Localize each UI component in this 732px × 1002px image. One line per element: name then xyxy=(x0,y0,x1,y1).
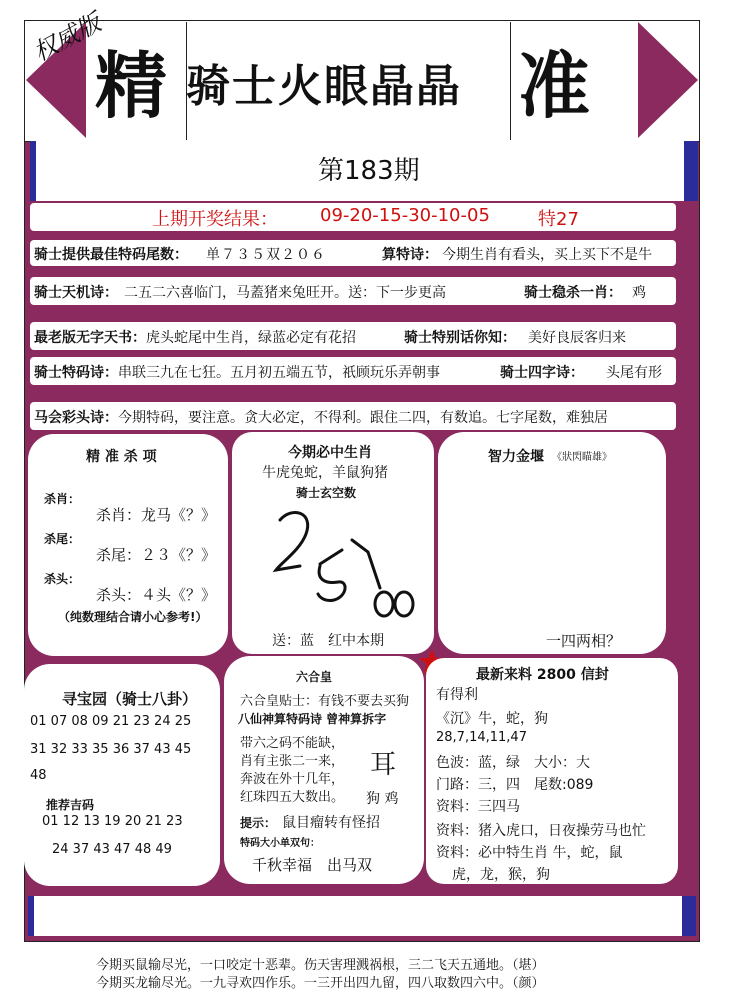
kill-head-label: 杀头： xyxy=(44,572,81,586)
size-phrase-label: 特码大小单双句： xyxy=(240,838,320,849)
hint-label: 提示： xyxy=(240,816,277,830)
special-word-label: 骑士特别话你知： xyxy=(404,330,516,346)
treasure-nums-3: 48 xyxy=(30,768,47,783)
latest-line-7: 资料：猪入虎口，日夜操劳马也忙 xyxy=(436,823,646,839)
baxian-line-1: 带六之码不能缺， xyxy=(240,736,345,751)
last-result-row xyxy=(30,203,676,231)
kill-zodiac-value: 杀肖：龙马《？》 xyxy=(96,506,217,524)
baxian-line-3: 奔波在外十几年， xyxy=(240,772,345,787)
special-word-value: 美好良辰客归来 xyxy=(528,330,626,346)
last-result-numbers: 09-20-15-30-10-05 xyxy=(320,205,490,226)
treasure-nums-2: 31 32 33 35 36 37 43 45 xyxy=(30,742,192,757)
info-row-tema xyxy=(30,357,676,385)
baxian-poem-title: 八仙神算特码诗 曾神算拆字 xyxy=(238,712,387,726)
four-char-value: 头尾有形 xyxy=(606,365,662,381)
recommend-nums-1: 01 12 13 19 20 21 23 xyxy=(42,814,183,829)
tianji-value: 二五二六喜临门，马蓋猪来兔旺开。送：下一步更高 xyxy=(124,285,446,301)
iq-panel xyxy=(438,432,666,654)
split-character: 耳 xyxy=(370,750,397,780)
must-send: 送：蓝 红中本期 xyxy=(272,633,384,649)
liuhe-animals: 狗 鸡 xyxy=(366,791,399,807)
tail-value: 单７３５双２０６ xyxy=(206,247,326,263)
tema-poem-label: 骑士特码诗： xyxy=(34,365,118,381)
latest-line-3: 28,7,14,11,47 xyxy=(436,730,527,745)
info-row-tianshu xyxy=(30,322,676,350)
tianshu-value: 虎头蛇尾中生肖，绿蓝必定有花招 xyxy=(146,330,356,346)
tema-poem-value: 串联三九在七狂。五月初五端五节，祇顾玩乐弄朝事 xyxy=(118,365,440,381)
header-right-triangle xyxy=(638,22,698,138)
kill-tail-label: 杀尾： xyxy=(44,532,81,546)
issue-number: 第183期 xyxy=(318,156,420,186)
must-title: 今期必中生肖 xyxy=(288,445,372,461)
special-poem-label: 算特诗： xyxy=(382,247,438,263)
treasure-title: 寻宝园（骑士八卦） xyxy=(62,690,198,708)
last-result-label: 上期开奖结果： xyxy=(152,209,278,230)
tianji-label: 骑士天机诗： xyxy=(34,285,118,301)
caitou-value: 今期特码，要注意。贪大必定，不得利。跟住二四，有数追。七字尾数，难独居 xyxy=(118,410,608,426)
edition-badge: 权威版 xyxy=(28,8,106,67)
tianshu-label: 最老版无字天书： xyxy=(34,330,146,346)
must-sub: 骑士玄空数 xyxy=(296,486,357,500)
kill-one-label: 骑士稳杀一肖： xyxy=(524,285,622,301)
kill-one-value: 鸡 xyxy=(632,285,646,301)
hint-value: 鼠目瘤转有怪招 xyxy=(282,815,380,831)
latest-line-4: 色波：蓝，绿 大小：大 xyxy=(436,755,590,771)
header-divider-right xyxy=(510,22,511,140)
iq-subtitle: 《狀閃瞄雄》 xyxy=(552,452,612,463)
recommend-title: 推荐吉码 xyxy=(46,798,95,812)
tail-label: 骑士提供最佳特码尾数： xyxy=(34,247,188,263)
kill-zodiac-label: 杀肖： xyxy=(44,492,81,506)
last-result-special: 特27 xyxy=(538,209,579,230)
latest-line-2: 《沉》牛，蛇，狗 xyxy=(436,711,548,727)
special-poem-value: 今期生肖有看头，买上买下不是牛 xyxy=(442,247,652,263)
latest-line-9: 虎，龙，猴，狗 xyxy=(452,867,550,883)
footer-line-2: 今期买龙输尽光。一九寻欢四作乐。一三开出四九留，四八取数四六中。（颜） xyxy=(96,976,545,991)
info-row-tail xyxy=(30,240,676,266)
caitou-label: 马会彩头诗： xyxy=(34,410,118,426)
kill-title: 精 准 杀 项 xyxy=(86,449,157,465)
latest-title: 最新来料 2800 信封 xyxy=(476,667,609,683)
baxian-line-2: 肖有主张二一来， xyxy=(240,754,345,769)
latest-line-6: 资料：三四马 xyxy=(436,799,520,815)
latest-line-1: 有得利 xyxy=(436,687,478,703)
handwritten-number-drawing xyxy=(256,500,432,630)
info-row-tianji xyxy=(30,277,676,305)
latest-line-8: 资料：必中特生肖 牛，蛇，鼠 xyxy=(436,845,623,861)
latest-line-5: 门路：三，四 尾数:089 xyxy=(436,777,594,793)
liuhe-tip: 六合皇贴士：有钱不要去买狗 xyxy=(240,694,410,709)
four-char-label: 骑士四字诗： xyxy=(500,365,584,381)
treasure-nums-1: 01 07 08 09 21 23 24 25 xyxy=(30,714,192,729)
liuhe-title: 六合皇 xyxy=(296,670,333,684)
kill-note: （纯数理结合请小心参考!） xyxy=(58,610,208,624)
must-zodiac: 牛虎兔蛇，羊鼠狗猪 xyxy=(262,465,388,481)
baxian-line-4: 红珠四五大数出。 xyxy=(240,790,345,805)
size-phrase: 千秋幸福 出马双 xyxy=(252,856,373,874)
recommend-nums-2: 24 37 43 47 48 49 xyxy=(52,842,172,857)
iq-answer: 一四两相？ xyxy=(546,632,622,650)
iq-title: 智力金堰 xyxy=(488,449,544,465)
bottom-bar xyxy=(28,896,696,936)
header-right-char: 准 xyxy=(518,43,591,128)
kill-tail-value: 杀尾：２３《？》 xyxy=(96,546,217,564)
kill-head-value: 杀头：４头《？》 xyxy=(96,586,217,604)
footer-line-1: 今期买鼠输尽光，一口咬定十恶辈。伤天害理溅祸根，三二飞天五通地。（堪） xyxy=(96,958,545,973)
info-row-caitou xyxy=(30,402,676,430)
header-left-char: 精 xyxy=(95,43,168,128)
page-title: 骑士火眼晶晶 xyxy=(186,61,462,112)
